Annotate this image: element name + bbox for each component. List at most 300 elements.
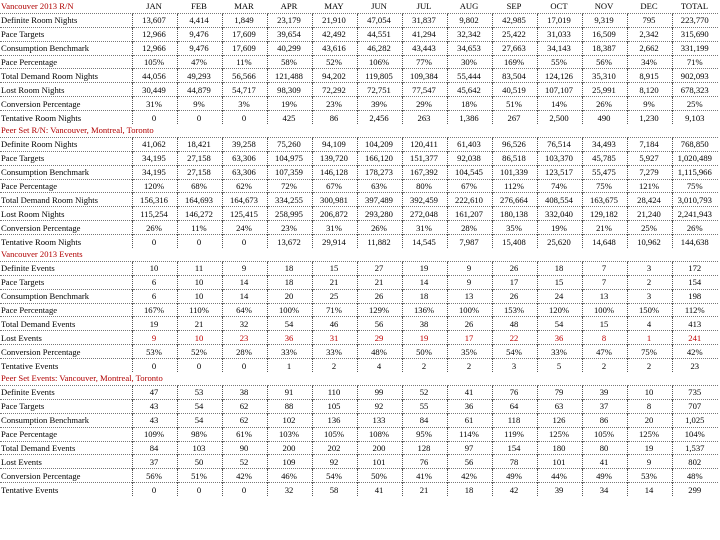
value-cell: 42,492 xyxy=(312,27,357,41)
value-cell: 45,785 xyxy=(582,151,627,165)
value-cell: 61% xyxy=(222,427,267,441)
value-cell: 94,202 xyxy=(312,69,357,83)
value-cell: 9,319 xyxy=(582,13,627,27)
value-cell: 334,255 xyxy=(267,193,312,207)
value-cell: 76 xyxy=(402,455,447,469)
row-label: Conversion Percentage xyxy=(0,469,132,483)
value-cell: 9,476 xyxy=(177,27,222,41)
value-cell: 27,158 xyxy=(177,165,222,179)
table-row xyxy=(0,261,718,275)
value-cell: 71% xyxy=(312,303,357,317)
value-cell: 51% xyxy=(177,469,222,483)
value-cell: 29,914 xyxy=(312,235,357,248)
value-cell: 43,443 xyxy=(402,41,447,55)
total-cell: 42% xyxy=(672,345,718,359)
value-cell: 11 xyxy=(177,261,222,275)
value-cell: 10,962 xyxy=(627,235,672,248)
table-row xyxy=(0,69,718,83)
value-cell: 54% xyxy=(492,345,537,359)
total-cell: 71% xyxy=(672,55,718,69)
section-title-row xyxy=(0,124,718,137)
value-cell: 43,616 xyxy=(312,41,357,55)
total-cell: 735 xyxy=(672,385,718,399)
value-cell: 63 xyxy=(537,399,582,413)
value-cell: 41% xyxy=(402,469,447,483)
value-cell: 107,359 xyxy=(267,165,312,179)
value-cell: 17,609 xyxy=(222,27,267,41)
value-cell: 100% xyxy=(582,303,627,317)
value-cell: 7,184 xyxy=(627,137,672,151)
value-cell: 136 xyxy=(312,413,357,427)
value-cell: 0 xyxy=(222,235,267,248)
value-cell: 25,620 xyxy=(537,235,582,248)
value-cell: 41 xyxy=(447,385,492,399)
value-cell: 263 xyxy=(402,111,447,124)
value-cell: 42 xyxy=(492,483,537,496)
value-cell: 41,294 xyxy=(402,27,447,41)
row-label: Pace Targets xyxy=(0,27,132,41)
value-cell: 146,128 xyxy=(312,165,357,179)
value-cell: 27,158 xyxy=(177,151,222,165)
table-row xyxy=(0,385,718,399)
value-cell: 129,182 xyxy=(582,207,627,221)
value-cell: 34,653 xyxy=(447,41,492,55)
value-cell: 18 xyxy=(267,261,312,275)
value-cell: 104,209 xyxy=(357,137,402,151)
value-cell: 9% xyxy=(177,97,222,111)
value-cell: 109 xyxy=(267,455,312,469)
total-cell: 25% xyxy=(672,97,718,111)
table-row xyxy=(0,359,718,372)
value-cell: 14 xyxy=(222,289,267,303)
total-cell: 112% xyxy=(672,303,718,317)
value-cell: 2 xyxy=(627,275,672,289)
total-cell: 75% xyxy=(672,179,718,193)
value-cell: 120% xyxy=(537,303,582,317)
total-cell: 172 xyxy=(672,261,718,275)
table-row xyxy=(0,399,718,413)
value-cell: 7,987 xyxy=(447,235,492,248)
value-cell: 28% xyxy=(447,221,492,235)
value-cell: 55 xyxy=(402,399,447,413)
header-row xyxy=(0,0,718,13)
value-cell: 9 xyxy=(627,455,672,469)
value-cell: 75% xyxy=(627,345,672,359)
value-cell: 62% xyxy=(222,179,267,193)
value-cell: 54% xyxy=(312,469,357,483)
value-cell: 14 xyxy=(402,275,447,289)
value-cell: 180 xyxy=(537,441,582,455)
value-cell: 2,662 xyxy=(627,41,672,55)
value-cell: 180,138 xyxy=(492,207,537,221)
table-row xyxy=(0,55,718,69)
value-cell: 1,849 xyxy=(222,13,267,27)
value-cell: 13 xyxy=(447,289,492,303)
value-cell: 61 xyxy=(447,413,492,427)
table-row xyxy=(0,345,718,359)
table-row xyxy=(0,41,718,55)
value-cell: 44,056 xyxy=(132,69,177,83)
value-cell: 9,476 xyxy=(177,41,222,55)
value-cell: 77% xyxy=(402,55,447,69)
value-cell: 425 xyxy=(267,111,312,124)
row-label: Consumption Benchmark xyxy=(0,289,132,303)
value-cell: 21 xyxy=(357,275,402,289)
value-cell: 125% xyxy=(537,427,582,441)
table-row xyxy=(0,455,718,469)
value-cell: 46,282 xyxy=(357,41,402,55)
value-cell: 47,054 xyxy=(357,13,402,27)
value-cell: 110 xyxy=(312,385,357,399)
value-cell: 276,664 xyxy=(492,193,537,207)
value-cell: 36 xyxy=(537,331,582,345)
row-label: Pace Targets xyxy=(0,399,132,413)
value-cell: 18 xyxy=(447,483,492,496)
value-cell: 114% xyxy=(447,427,492,441)
value-cell: 55,475 xyxy=(582,165,627,179)
value-cell: 19 xyxy=(402,261,447,275)
value-cell: 26% xyxy=(582,97,627,111)
value-cell: 2 xyxy=(402,359,447,372)
value-cell: 78 xyxy=(492,455,537,469)
value-cell: 72,292 xyxy=(312,83,357,97)
value-cell: 39 xyxy=(537,483,582,496)
value-cell: 105% xyxy=(582,427,627,441)
value-cell: 166,120 xyxy=(357,151,402,165)
value-cell: 121,488 xyxy=(267,69,312,83)
value-cell: 26 xyxy=(492,289,537,303)
value-cell: 108% xyxy=(357,427,402,441)
value-cell: 86 xyxy=(312,111,357,124)
row-label: Total Demand Room Nights xyxy=(0,69,132,83)
row-label: Lost Room Nights xyxy=(0,83,132,97)
value-cell: 9 xyxy=(132,331,177,345)
value-cell: 92 xyxy=(357,399,402,413)
value-cell: 19% xyxy=(267,97,312,111)
value-cell: 54 xyxy=(177,413,222,427)
total-cell: 223,770 xyxy=(672,13,718,27)
value-cell: 126 xyxy=(537,413,582,427)
value-cell: 3 xyxy=(627,261,672,275)
value-cell: 34,143 xyxy=(537,41,582,55)
value-cell: 28,424 xyxy=(627,193,672,207)
value-cell: 84 xyxy=(132,441,177,455)
row-label: Tentative Room Nights xyxy=(0,235,132,248)
value-cell: 2 xyxy=(447,359,492,372)
value-cell: 125,415 xyxy=(222,207,267,221)
value-cell: 1 xyxy=(267,359,312,372)
value-cell: 35% xyxy=(447,345,492,359)
month-header-may: MAY xyxy=(324,1,344,12)
table-row xyxy=(0,83,718,97)
value-cell: 31,033 xyxy=(537,27,582,41)
value-cell: 120% xyxy=(132,179,177,193)
value-cell: 21,240 xyxy=(627,207,672,221)
value-cell: 267 xyxy=(492,111,537,124)
value-cell: 110% xyxy=(177,303,222,317)
value-cell: 46 xyxy=(312,317,357,331)
total-cell: 1,115,966 xyxy=(672,165,718,179)
total-cell: 678,323 xyxy=(672,83,718,97)
value-cell: 31% xyxy=(402,221,447,235)
row-label: Lost Events xyxy=(0,455,132,469)
value-cell: 25,991 xyxy=(582,83,627,97)
value-cell: 107,107 xyxy=(537,83,582,97)
value-cell: 83,504 xyxy=(492,69,537,83)
month-header-jan: JAN xyxy=(146,1,162,12)
value-cell: 38 xyxy=(402,317,447,331)
value-cell: 163,675 xyxy=(582,193,627,207)
value-cell: 332,040 xyxy=(537,207,582,221)
table-row xyxy=(0,483,718,496)
total-cell: 104% xyxy=(672,427,718,441)
value-cell: 23,179 xyxy=(267,13,312,27)
value-cell: 105% xyxy=(132,55,177,69)
value-cell: 43 xyxy=(132,399,177,413)
value-cell: 35% xyxy=(492,221,537,235)
value-cell: 34,493 xyxy=(582,137,627,151)
row-label: Total Demand Events xyxy=(0,441,132,455)
total-cell: 23 xyxy=(672,359,718,372)
value-cell: 72% xyxy=(267,179,312,193)
row-label: Pace Percentage xyxy=(0,427,132,441)
value-cell: 100% xyxy=(267,303,312,317)
value-cell: 34,195 xyxy=(132,151,177,165)
value-cell: 52 xyxy=(402,385,447,399)
value-cell: 0 xyxy=(132,483,177,496)
value-cell: 56 xyxy=(357,317,402,331)
value-cell: 51% xyxy=(492,97,537,111)
value-cell: 103,370 xyxy=(537,151,582,165)
value-cell: 30,449 xyxy=(132,83,177,97)
row-label: Total Demand Room Nights xyxy=(0,193,132,207)
value-cell: 99 xyxy=(357,385,402,399)
value-cell: 0 xyxy=(177,111,222,124)
total-cell: 413 xyxy=(672,317,718,331)
row-label: Tentative Events xyxy=(0,483,132,496)
value-cell: 258,995 xyxy=(267,207,312,221)
value-cell: 15,408 xyxy=(492,235,537,248)
row-label: Conversion Percentage xyxy=(0,221,132,235)
table-row xyxy=(0,193,718,207)
value-cell: 12,966 xyxy=(132,41,177,55)
value-cell: 121% xyxy=(627,179,672,193)
value-cell: 49% xyxy=(582,469,627,483)
value-cell: 15 xyxy=(312,261,357,275)
value-cell: 19% xyxy=(537,221,582,235)
month-header-jun: JUN xyxy=(371,1,387,12)
value-cell: 95% xyxy=(402,427,447,441)
value-cell: 23% xyxy=(267,221,312,235)
row-label: Definite Room Nights xyxy=(0,13,132,27)
month-header-jul: JUL xyxy=(416,1,432,12)
value-cell: 167% xyxy=(132,303,177,317)
value-cell: 34 xyxy=(582,483,627,496)
value-cell: 92,038 xyxy=(447,151,492,165)
value-cell: 202 xyxy=(312,441,357,455)
value-cell: 9 xyxy=(222,261,267,275)
value-cell: 54 xyxy=(537,317,582,331)
value-cell: 19 xyxy=(627,441,672,455)
value-cell: 300,981 xyxy=(312,193,357,207)
value-cell: 156,316 xyxy=(132,193,177,207)
value-cell: 50 xyxy=(177,455,222,469)
value-cell: 40,519 xyxy=(492,83,537,97)
value-cell: 47 xyxy=(132,385,177,399)
value-cell: 26% xyxy=(132,221,177,235)
value-cell: 20 xyxy=(267,289,312,303)
value-cell: 41,062 xyxy=(132,137,177,151)
value-cell: 67% xyxy=(447,179,492,193)
value-cell: 91 xyxy=(267,385,312,399)
table-row xyxy=(0,151,718,165)
row-label: Tentative Events xyxy=(0,359,132,372)
value-cell: 115,254 xyxy=(132,207,177,221)
value-cell: 33% xyxy=(537,345,582,359)
row-label: Lost Room Nights xyxy=(0,207,132,221)
row-label: Conversion Percentage xyxy=(0,97,132,111)
value-cell: 101,339 xyxy=(492,165,537,179)
value-cell: 18 xyxy=(267,275,312,289)
value-cell: 74% xyxy=(537,179,582,193)
row-label: Consumption Benchmark xyxy=(0,413,132,427)
value-cell: 44,551 xyxy=(357,27,402,41)
value-cell: 4 xyxy=(627,317,672,331)
value-cell: 58 xyxy=(312,483,357,496)
value-cell: 63,306 xyxy=(222,151,267,165)
value-cell: 39,258 xyxy=(222,137,267,151)
value-cell: 18,421 xyxy=(177,137,222,151)
value-cell: 75,260 xyxy=(267,137,312,151)
total-cell: 1,020,489 xyxy=(672,151,718,165)
month-header-aug: AUG xyxy=(459,1,479,12)
value-cell: 103 xyxy=(177,441,222,455)
value-cell: 5 xyxy=(537,359,582,372)
value-cell: 102 xyxy=(267,413,312,427)
row-label: Definite Events xyxy=(0,385,132,399)
row-label: Definite Room Nights xyxy=(0,137,132,151)
value-cell: 32,342 xyxy=(447,27,492,41)
value-cell: 15 xyxy=(537,275,582,289)
value-cell: 14% xyxy=(537,97,582,111)
value-cell: 27,663 xyxy=(492,41,537,55)
value-cell: 0 xyxy=(177,483,222,496)
value-cell: 0 xyxy=(177,359,222,372)
value-cell: 94,109 xyxy=(312,137,357,151)
value-cell: 42% xyxy=(447,469,492,483)
value-cell: 54 xyxy=(177,399,222,413)
section-title: Peer Set R/N: Vancouver, Montreal, Toronto xyxy=(1,125,154,136)
value-cell: 79 xyxy=(537,385,582,399)
value-cell: 26 xyxy=(447,317,492,331)
row-label: Pace Percentage xyxy=(0,303,132,317)
month-header-dec: DEC xyxy=(640,1,658,12)
value-cell: 98% xyxy=(177,427,222,441)
section-title: Vancouver 2013 Events xyxy=(1,249,83,260)
value-cell: 5,927 xyxy=(627,151,672,165)
value-cell: 0 xyxy=(132,235,177,248)
month-header-total: TOTAL xyxy=(680,1,709,12)
value-cell: 103% xyxy=(267,427,312,441)
section-title-row xyxy=(0,372,718,385)
value-cell: 72,751 xyxy=(357,83,402,97)
value-cell: 151,377 xyxy=(402,151,447,165)
value-cell: 169% xyxy=(492,55,537,69)
value-cell: 25 xyxy=(312,289,357,303)
report-title: Vancouver 2013 R/N xyxy=(1,1,74,12)
table-row xyxy=(0,97,718,111)
table-row xyxy=(0,317,718,331)
value-cell: 22 xyxy=(492,331,537,345)
value-cell: 9,802 xyxy=(447,13,492,27)
value-cell: 3% xyxy=(222,97,267,111)
total-cell: 299 xyxy=(672,483,718,496)
value-cell: 39% xyxy=(357,97,402,111)
value-cell: 10 xyxy=(177,331,222,345)
value-cell: 62 xyxy=(222,413,267,427)
value-cell: 24 xyxy=(537,289,582,303)
value-cell: 52% xyxy=(177,345,222,359)
value-cell: 23% xyxy=(312,97,357,111)
value-cell: 48 xyxy=(492,317,537,331)
value-cell: 104,545 xyxy=(447,165,492,179)
table-row xyxy=(0,111,718,124)
value-cell: 2 xyxy=(627,359,672,372)
value-cell: 222,610 xyxy=(447,193,492,207)
value-cell: 29% xyxy=(402,97,447,111)
value-cell: 408,554 xyxy=(537,193,582,207)
value-cell: 10 xyxy=(132,261,177,275)
value-cell: 167,392 xyxy=(402,165,447,179)
table-row xyxy=(0,331,718,345)
row-label: Pace Targets xyxy=(0,151,132,165)
value-cell: 96,526 xyxy=(492,137,537,151)
table-row xyxy=(0,165,718,179)
value-cell: 123,517 xyxy=(537,165,582,179)
total-cell: 902,093 xyxy=(672,69,718,83)
value-cell: 118 xyxy=(492,413,537,427)
value-cell: 139,720 xyxy=(312,151,357,165)
month-header-nov: NOV xyxy=(594,1,614,12)
value-cell: 18% xyxy=(447,97,492,111)
value-cell: 129% xyxy=(357,303,402,317)
value-cell: 41 xyxy=(357,483,402,496)
value-cell: 17 xyxy=(492,275,537,289)
value-cell: 52 xyxy=(222,455,267,469)
value-cell: 0 xyxy=(177,235,222,248)
value-cell: 47% xyxy=(582,345,627,359)
value-cell: 76 xyxy=(492,385,537,399)
total-cell: 768,850 xyxy=(672,137,718,151)
value-cell: 3 xyxy=(627,289,672,303)
value-cell: 13,607 xyxy=(132,13,177,27)
value-cell: 1,230 xyxy=(627,111,672,124)
value-cell: 0 xyxy=(222,359,267,372)
value-cell: 34,195 xyxy=(132,165,177,179)
value-cell: 10 xyxy=(627,385,672,399)
value-cell: 136% xyxy=(402,303,447,317)
value-cell: 119,805 xyxy=(357,69,402,83)
value-cell: 34% xyxy=(627,55,672,69)
value-cell: 67% xyxy=(312,179,357,193)
value-cell: 14,545 xyxy=(402,235,447,248)
value-cell: 41 xyxy=(582,455,627,469)
value-cell: 42% xyxy=(222,469,267,483)
total-cell: 315,690 xyxy=(672,27,718,41)
value-cell: 37 xyxy=(132,455,177,469)
value-cell: 4,414 xyxy=(177,13,222,27)
value-cell: 56% xyxy=(582,55,627,69)
